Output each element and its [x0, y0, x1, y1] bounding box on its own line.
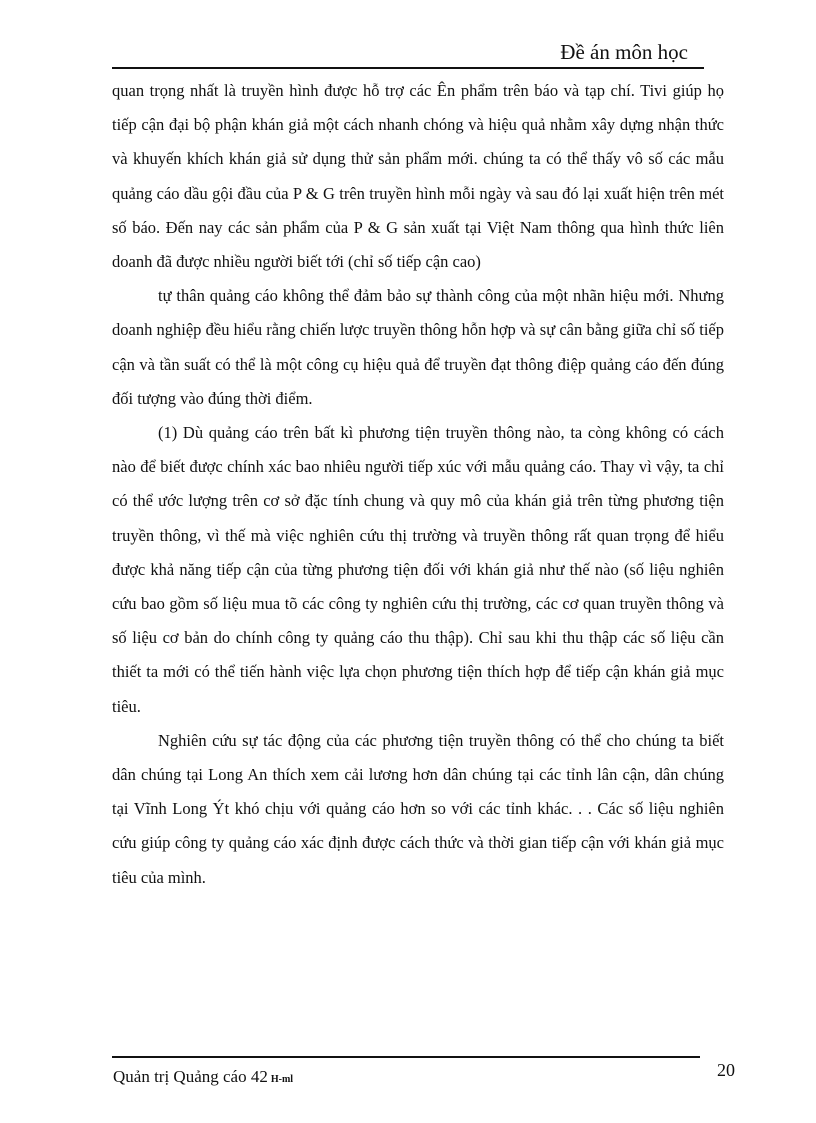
paragraph-3: (1) Dù quảng cáo trên bất kì phương tiện truyền thông nào, ta còng không có cách nào để biết được chính xác bao nhiêu người tiếp xúc với mẫu quảng cáo. Thay vì vậy, ta chỉ có thể ước lượng trên cơ sở đặc tính chung và quy mô của khán giả trên từng phương tiện truyền thông, vì thế mà việc nghiên cứu thị trường và truyền thông rất quan trọng để hiểu được khả năng tiếp cận của từng phương tiện đối với khán giả như thế nào (số liệu nghiên cứu bao gồm số liệu mua tõ các công ty nghiên cứu thị trường, các cơ quan truyền thông và số liệu cơ bản do chính công ty quảng cáo thu thập). Chỉ sau khi thu thập các số liệu cần thiết ta mới có thể tiến hành việc lựa chọn phương tiện thích hợp để tiếp cận khán giả mục tiêu. — [112, 423, 724, 716]
paragraph-1: quan trọng nhất là truyền hình được hỗ trợ các Ên phẩm trên báo và tạp chí. Tivi giúp họ tiếp cận đại bộ phận khán giả một cách nhanh chóng và hiệu quả nhằm xây dựng nhận thức và khuyến khích khán giả sử dụng thử sản phẩm mới. chúng ta có thể thấy vô số các mẫu quảng cáo dầu gội đầu của P & G trên truyền hình mỗi ngày và sau đó lại xuất hiện trên mét số báo. Đến nay các sản phẩm của P & G sản xuất tại Việt Nam thông qua hình thức liên doanh đã được nhiều người biết tới (chỉ số tiếp cận cao) — [112, 81, 724, 272]
paragraph-2: tự thân quảng cáo không thể đảm bảo sự thành công của một nhãn hiệu mới. Nhưng doanh nghiệp đều hiểu rằng chiến lược truyền thông hỗn hợp và sự cân bằng giữa chỉ số tiếp cận và tần suất có thể là một công cụ hiệu quả để truyền đạt thông điệp quảng cáo đến đúng đối tượng vào đúng thời điểm. — [112, 286, 724, 408]
footer-class-code: H-ml — [270, 1074, 294, 1085]
paragraph-4: Nghiên cứu sự tác động của các phương tiện truyền thông có thể cho chúng ta biết dân chúng tại Long An thích xem cải lương hơn dân chúng tại các tỉnh lân cận, dân chúng tại Vĩnh Long Ýt khó chịu với quảng cáo hơn so với các tỉnh khác. . . Các số liệu nghiên cứu giúp công ty quảng cáo xác định được cách thức và thời gian tiếp cận với khán giả mục tiêu của mình. — [112, 730, 724, 887]
footer-divider — [112, 1056, 700, 1058]
document-title: Đề án môn học — [560, 40, 688, 64]
page-number: 20 — [717, 1060, 735, 1080]
page-body — [112, 74, 724, 895]
footer-course-text: Quản trị Quảng cáo 42 — [113, 1067, 268, 1086]
footer-course-label — [113, 1066, 293, 1091]
header-divider — [112, 67, 704, 69]
